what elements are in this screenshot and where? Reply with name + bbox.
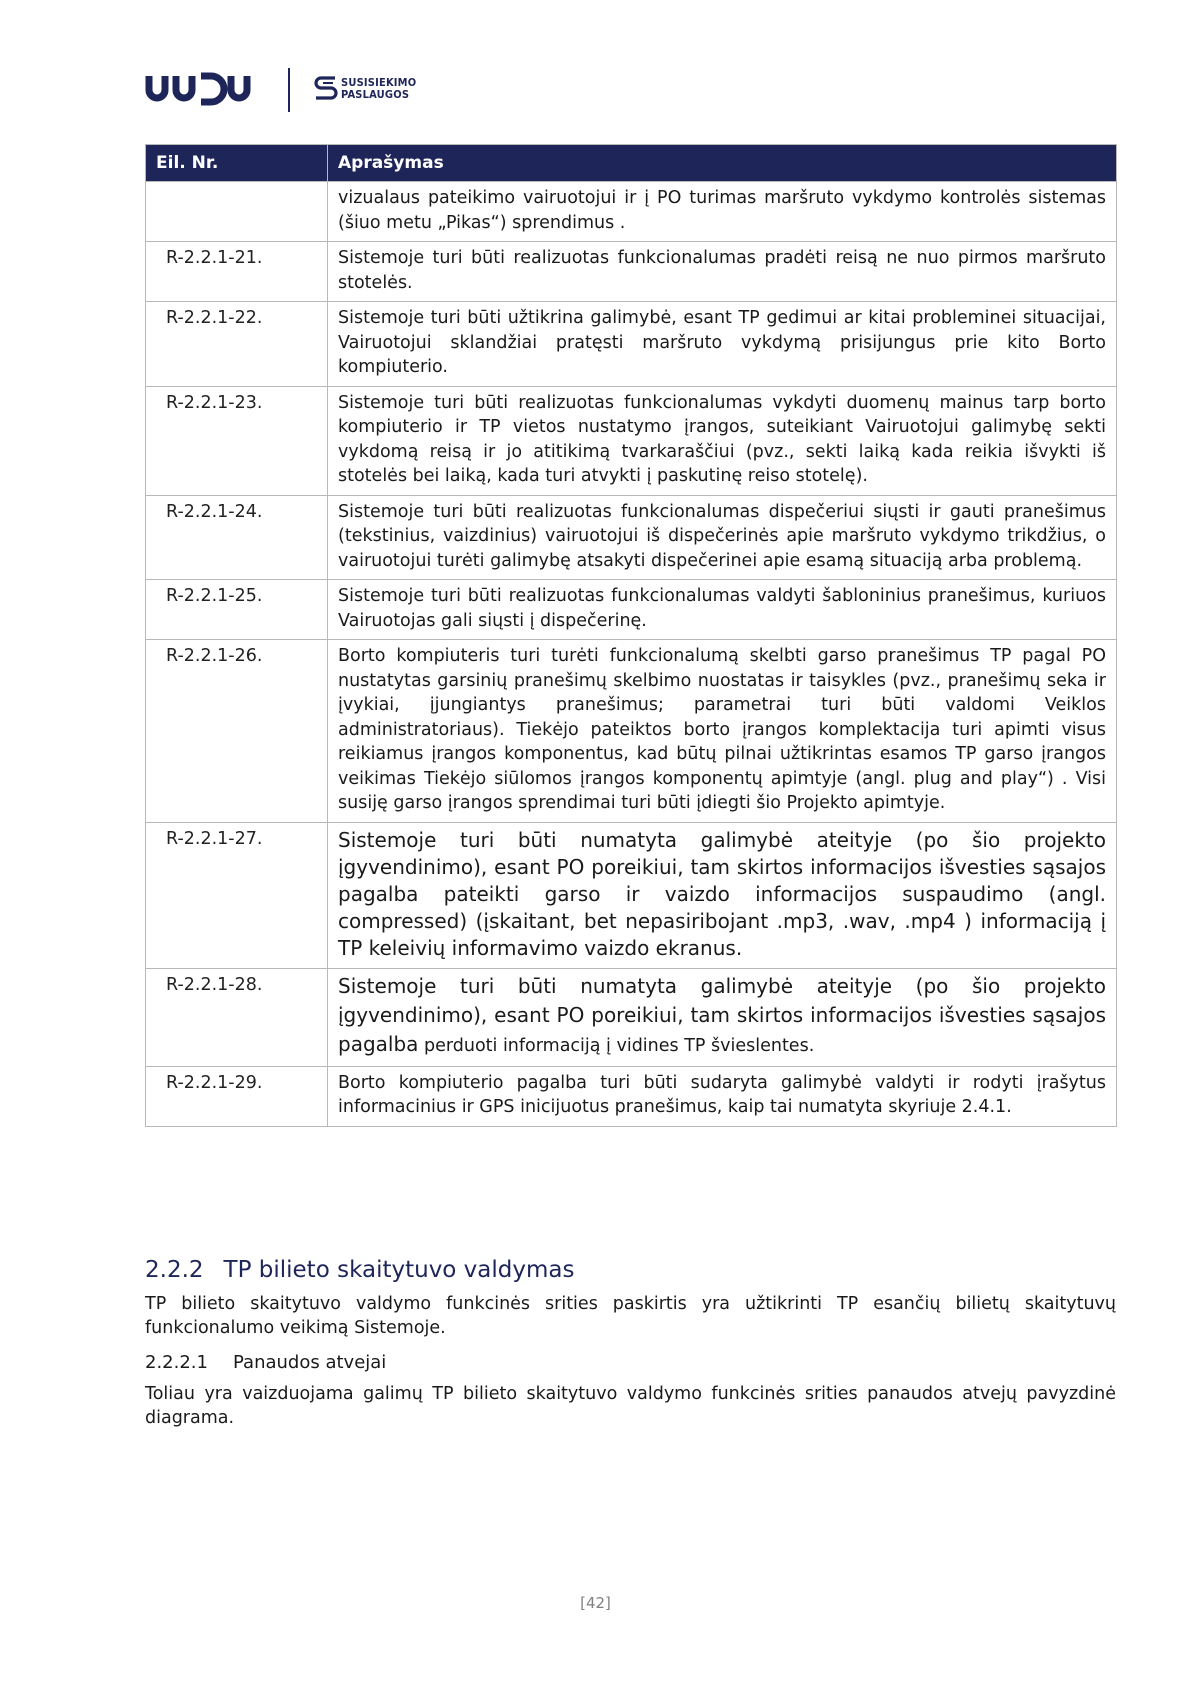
row-description: Sistemoje turi būti realizuotas funkcionalumas vykdyti duomenų mainus tarp borto kompiuterio ir TP vietos nustatymo įrangos, suteikiant Vairuotojui galimybę sekti vykdomą reisą ir jo atitikimą tvarkaraščiui (pvz., sekti laiką kada reikia išvykti iš stotelės bei laiką, kada turi atvykti į paskutinę reiso stotelę). xyxy=(328,386,1117,495)
row-number: R-2.2.1-24. xyxy=(146,495,328,580)
row-description-part2: perduoti informaciją į vidines TP švieslentes. xyxy=(418,1035,815,1056)
row-description: Borto kompiuterio pagalba turi būti sudaryta galimybė valdyti ir rodyti įrašytus informacinius ir GPS inicijuotus pranešimus, kaip tai numatyta skyriuje 2.4.1. xyxy=(328,1066,1117,1126)
page-number: [42] xyxy=(580,1594,611,1612)
column-header-number: Eil. Nr. xyxy=(146,145,328,182)
table-row xyxy=(146,822,1117,968)
logo-divider xyxy=(288,68,290,112)
logo-text-line1: SUSISIEKIMO xyxy=(341,76,417,89)
column-header-description: Aprašymas xyxy=(328,145,1117,182)
row-description-part1: Sistemoje turi būti numatyta galimybė ateityje (po šio projekto įgyvendinimo), esant PO poreikiui, tam skirtos informacijos išvesties sąsajos pagalba xyxy=(338,973,1106,1056)
row-description: vizualaus pateikimo vairuotojui ir į PO turimas maršruto vykdymo kontrolės sistemas (šiuo metu „Pikas“) sprendimus . xyxy=(328,182,1117,242)
row-number: R-2.2.1-26. xyxy=(146,640,328,823)
section-paragraph: TP bilieto skaitytuvo valdymo funkcinės srities paskirtis yra užtikrinti TP esančių bilietų skaitytuvų funkcionalumo veikimą Sistemoje. xyxy=(145,1294,1116,1338)
table-row xyxy=(146,302,1117,387)
susisiekimo-paslaugos-logo xyxy=(313,74,417,106)
table-row xyxy=(146,580,1117,640)
table-row xyxy=(146,386,1117,495)
page-header xyxy=(145,68,545,118)
table-row xyxy=(146,968,1117,1066)
row-number: R-2.2.1-25. xyxy=(146,580,328,640)
row-description: Sistemoje turi būti užtikrina galimybė, esant TP gedimui ar kitai probleminei situacijai, Vairuotojui sklandžiai pratęsti maršruto vykdymą prisijungus prie kito Borto kompiuterio. xyxy=(328,302,1117,387)
table-header-row xyxy=(146,145,1117,182)
requirements-table xyxy=(145,144,1117,1127)
row-number: R-2.2.1-22. xyxy=(146,302,328,387)
subsection-title: Panaudos atvejai xyxy=(233,1352,387,1373)
row-number: R-2.2.1-27. xyxy=(146,822,328,968)
logo-text-line2: PASLAUGOS xyxy=(341,88,410,101)
table-row xyxy=(146,242,1117,302)
section-title: TP bilieto skaitytuvo valdymas xyxy=(223,1257,575,1283)
row-description: Sistemoje turi būti realizuotas funkcionalumas dispečeriui siųsti ir gauti pranešimus (tekstinius, vaizdinius) vairuotojui iš dispečerinės apie maršruto vykdymo trikdžius, o vairuotojui turėti galimybę atsakyti dispečerinei apie esamą situaciją arba problemą. xyxy=(328,495,1117,580)
row-description: Sistemoje turi būti realizuotas funkcionalumas valdyti šabloninius pranešimus, kuriuos Vairuotojas gali siųsti į dispečerinę. xyxy=(328,580,1117,640)
subsection-number: 2.2.2.1 xyxy=(145,1352,208,1373)
row-description: Sistemoje turi būti numatyta galimybė ateityje (po šio projekto įgyvendinimo), esant PO poreikiui, tam skirtos informacijos išvesties sąsajos pagalba pateikti garso ir vaizdo informacijos suspaudimo (angl. compressed) (įskaitant, bet nepasiribojant .mp3, .wav, .mp4 ) informaciją į TP keleivių informavimo vaizdo ekranus. xyxy=(328,822,1117,968)
row-number xyxy=(146,182,328,242)
row-description: Sistemoje turi būti realizuotas funkcionalumas pradėti reisą ne nuo pirmos maršruto stotelės. xyxy=(328,242,1117,302)
table-row xyxy=(146,640,1117,823)
section-heading xyxy=(145,1257,1116,1283)
sp-mark-icon xyxy=(313,74,339,102)
subsection-paragraph: Toliau yra vaizduojama galimų TP bilieto skaitytuvo valdymo funkcinės srities panaudos atvejų pavyzdinė diagrama. xyxy=(145,1384,1116,1428)
row-description: Borto kompiuteris turi turėti funkcionalumą skelbti garso pranešimus TP pagal PO nustatytas garsinių pranešimų skelbimo nuostatas ir taisykles (pvz., pranešimų seka ir įvykiai, įjungiantys pranešimus; parametrai turi būti valdomi Veiklos administratoriaus). Tiekėjo pateiktos borto įrangos komplektacija turi apimti visus reikiamus įrangos komponentus, kad būtų pilnai užtikrintas esamos TP garso įrangos veikimas Tiekėjo siūlomos įrangos komponentų apimtyje (angl. plug and play“) . Visi susiję garso įrangos sprendimai turi būti įdiegti šio Projekto apimtyje. xyxy=(328,640,1117,823)
table-row xyxy=(146,1066,1117,1126)
section-number: 2.2.2 xyxy=(145,1257,204,1283)
row-description xyxy=(328,968,1117,1066)
row-number: R-2.2.1-21. xyxy=(146,242,328,302)
table-row xyxy=(146,182,1117,242)
judu-logo xyxy=(145,72,257,106)
row-number: R-2.2.1-23. xyxy=(146,386,328,495)
row-number: R-2.2.1-28. xyxy=(146,968,328,1066)
subsection-heading xyxy=(145,1352,1116,1373)
table-row xyxy=(146,495,1117,580)
row-number: R-2.2.1-29. xyxy=(146,1066,328,1126)
